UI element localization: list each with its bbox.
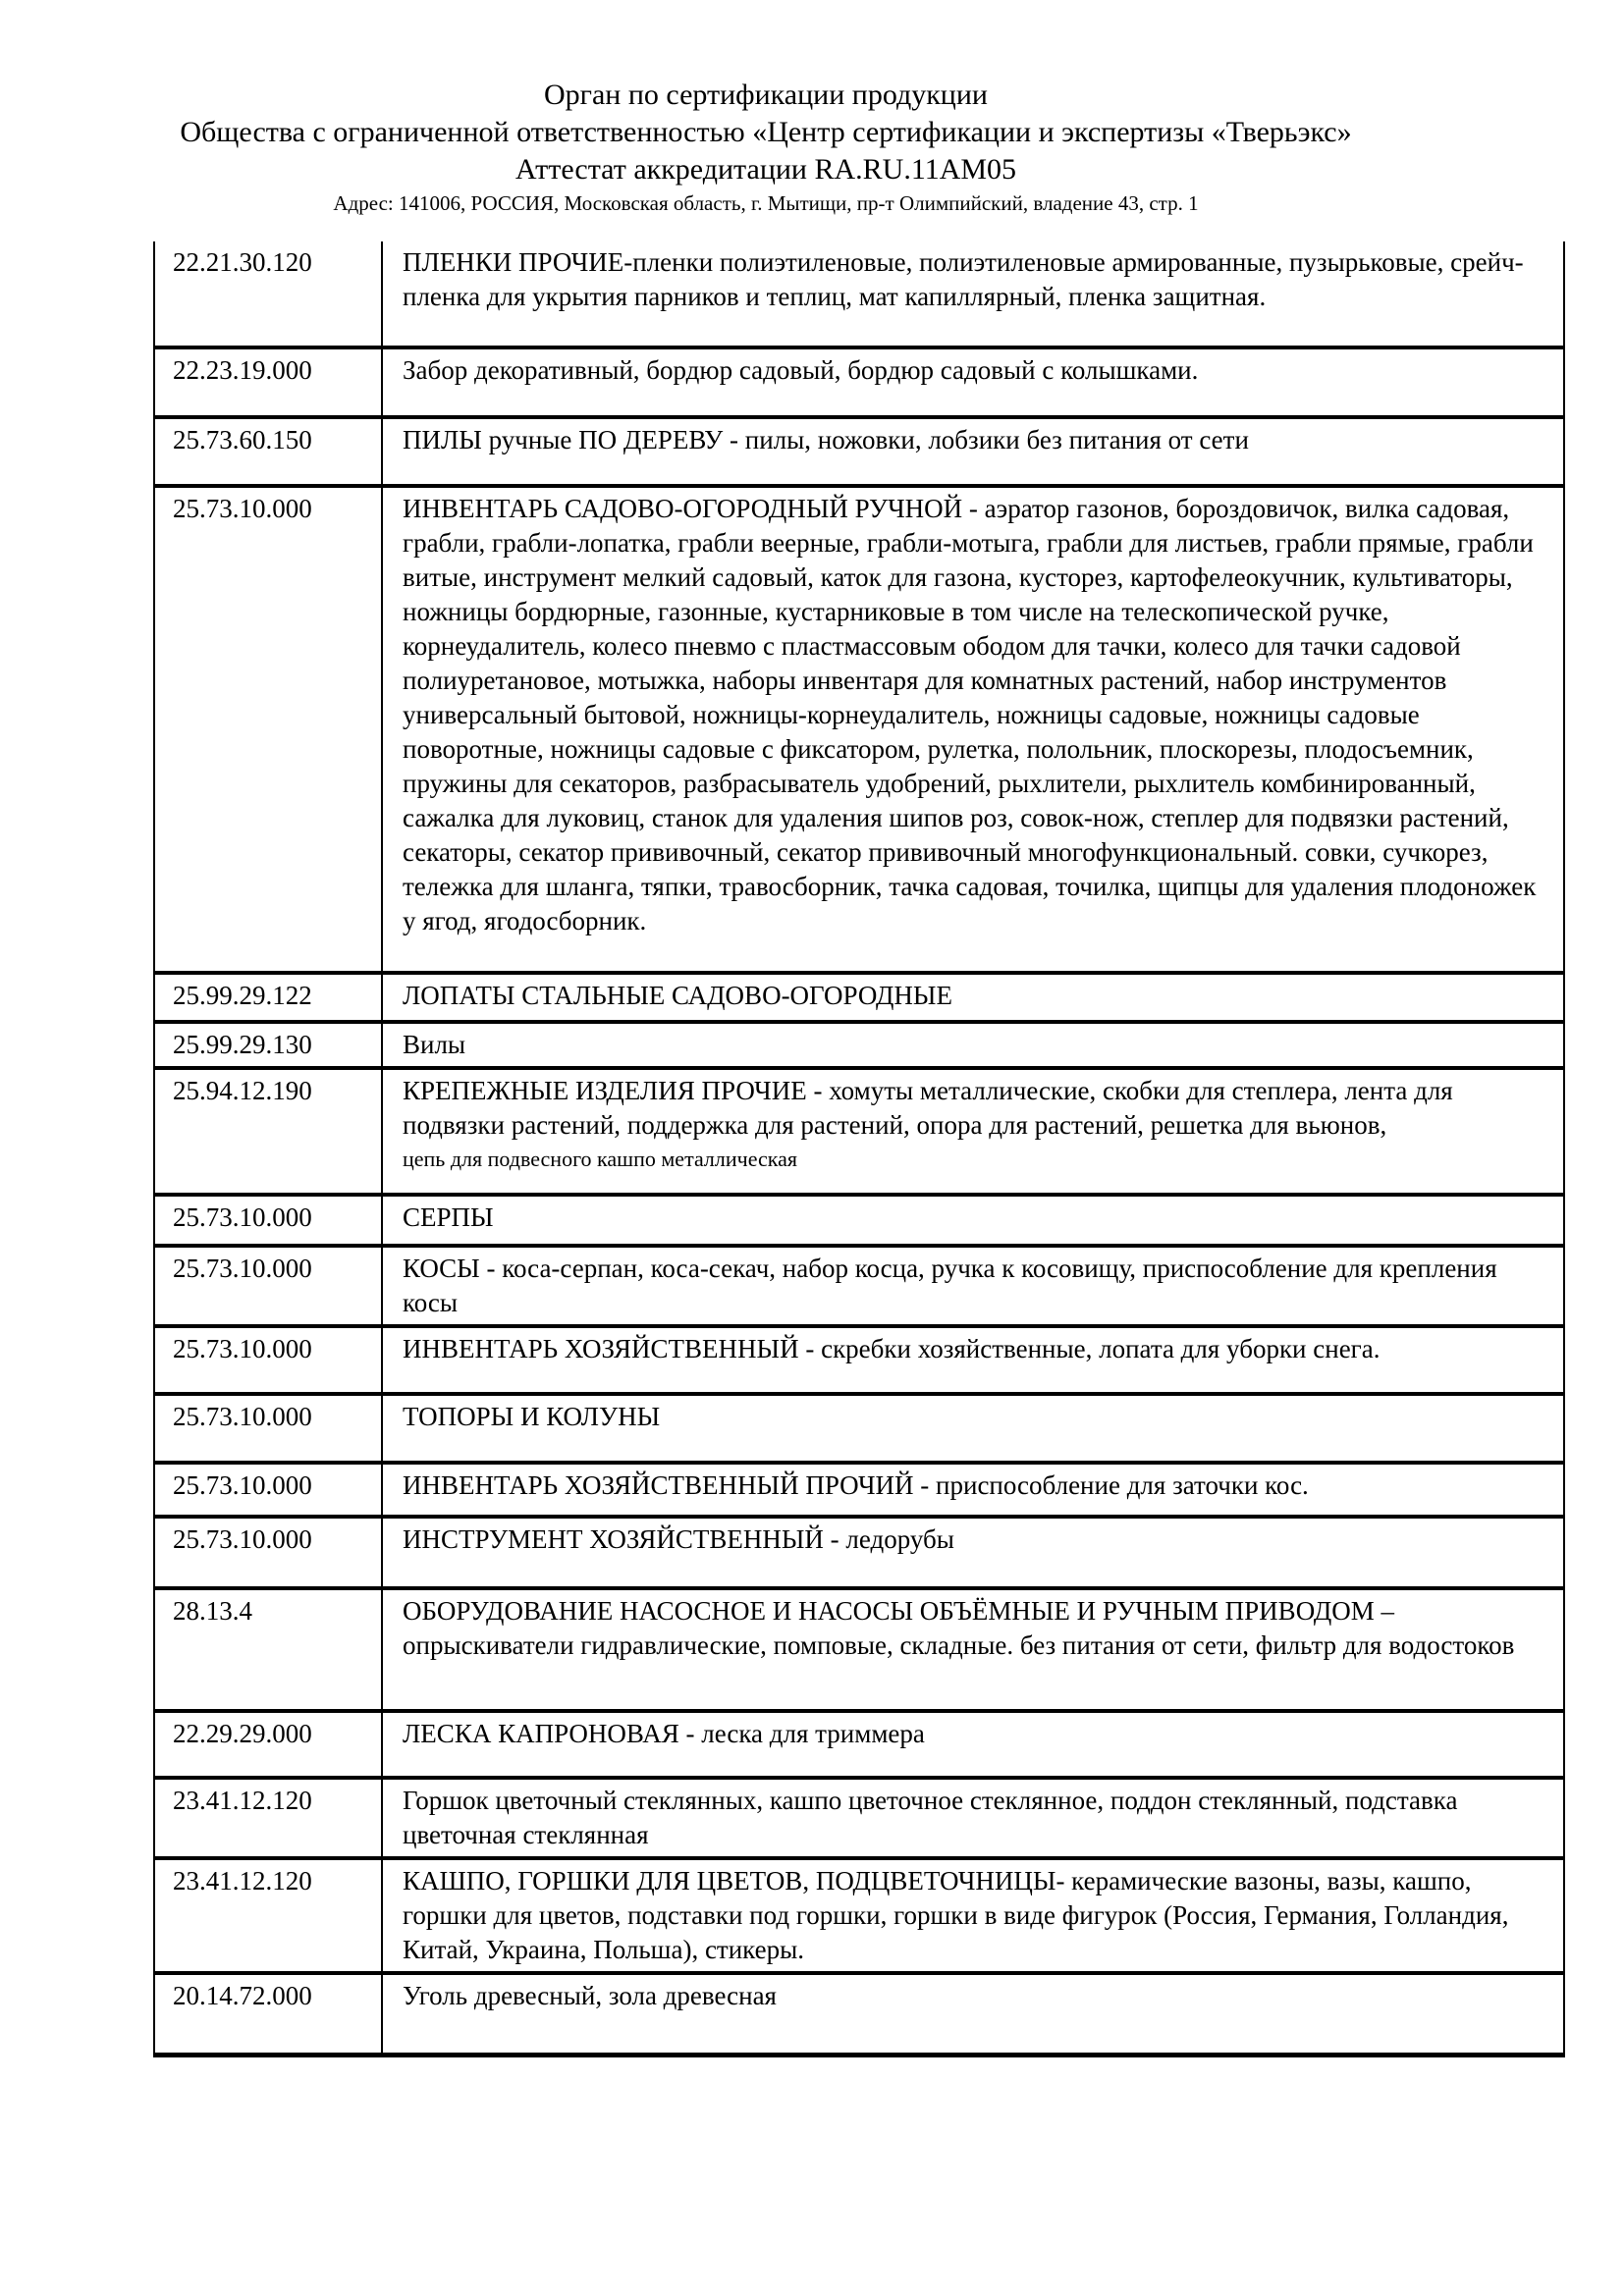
description-cell [382, 241, 1564, 347]
table-row [154, 1195, 1564, 1246]
description-cell [382, 347, 1564, 417]
description-text: Вилы [403, 1030, 466, 1059]
description-text: ТОПОРЫ И КОЛУНЫ [403, 1402, 661, 1431]
header-org-type: Орган по сертификации продукции [544, 79, 988, 111]
table-row [154, 1973, 1564, 2056]
code-cell: 25.73.10.000 [154, 1394, 382, 1463]
code-cell: 25.73.60.150 [154, 417, 382, 486]
description-text: КОСЫ - коса-серпан, коса-секач, набор косца, ручка к косовищу, приспособление для крепления косы [403, 1254, 1497, 1317]
description-cell [382, 1711, 1564, 1778]
code-cell: 23.41.12.120 [154, 1778, 382, 1858]
code-cell: 25.73.10.000 [154, 1463, 382, 1517]
code-cell: 25.94.12.190 [154, 1068, 382, 1195]
description-cell [382, 1022, 1564, 1068]
code-cell: 25.73.10.000 [154, 1326, 382, 1394]
description-text: ИНСТРУМЕНТ ХОЗЯЙСТВЕННЫЙ - ледорубы [403, 1524, 954, 1554]
description-cell [382, 417, 1564, 486]
table-row [154, 1326, 1564, 1394]
description-text: ИНВЕНТАРЬ ХОЗЯЙСТВЕННЫЙ - скребки хозяйственные, лопата для уборки снега. [403, 1334, 1380, 1363]
header-org-name: Общества с ограниченной ответственностью «Центр сертификации и экспертизы «Тверьэкс» [180, 116, 1352, 148]
code-cell: 25.73.10.000 [154, 1517, 382, 1588]
description-cell [382, 1463, 1564, 1517]
code-cell: 28.13.4 [154, 1588, 382, 1711]
description-cell [382, 1778, 1564, 1858]
table-row [154, 1588, 1564, 1711]
description-cell [382, 1588, 1564, 1711]
description-note: цепь для подвесного кашпо металлическая [403, 1147, 798, 1171]
header-accreditation: Аттестат аккредитации RA.RU.11АМ05 [514, 153, 1017, 186]
code-cell: 25.73.10.000 [154, 486, 382, 973]
description-cell [382, 1195, 1564, 1246]
description-text: ИНВЕНТАРЬ ХОЗЯЙСТВЕННЫЙ ПРОЧИЙ - приспособление для заточки кос. [403, 1470, 1309, 1500]
table-row [154, 1463, 1564, 1517]
description-text: ЛОПАТЫ СТАЛЬНЫЕ САДОВО-ОГОРОДНЫЕ [403, 981, 952, 1010]
description-cell [382, 973, 1564, 1022]
document-header [0, 0, 1532, 216]
header-address: Адрес: 141006, РОССИЯ, Московская область, г. Мытищи, пр-т Олимпийский, владение 43, стр. 1 [333, 191, 1199, 215]
table-row [154, 347, 1564, 417]
table-row [154, 1246, 1564, 1326]
table-row [154, 241, 1564, 347]
table-row [154, 1022, 1564, 1068]
description-text: СЕРПЫ [403, 1202, 494, 1232]
table-row [154, 1394, 1564, 1463]
description-cell [382, 1973, 1564, 2056]
code-cell: 25.73.10.000 [154, 1195, 382, 1246]
description-text: Уголь древесный, зола древесная [403, 1981, 777, 2010]
description-text: Горшок цветочный стеклянных, кашпо цветочное стеклянное, поддон стеклянный, подставка цветочная стеклянная [403, 1786, 1458, 1849]
description-text: Забор декоративный, бордюр садовый, бордюр садовый с колышками. [403, 355, 1199, 385]
description-text: КРЕПЕЖНЫЕ ИЗДЕЛИЯ ПРОЧИЕ - хомуты металлические, скобки для степлера, лента для подвязки растений, поддержка для растений, опора для растений, решетка для вьюнов, [403, 1076, 1453, 1140]
description-cell [382, 1858, 1564, 1973]
table-row [154, 1778, 1564, 1858]
description-text: ИНВЕНТАРЬ САДОВО-ОГОРОДНЫЙ РУЧНОЙ - аэратор газонов, бороздовичок, вилка садовая, грабли, грабли-лопатка, грабли веерные, грабли-мотыга, грабли для листьев, грабли прямые, грабли витые, инструмент мелкий садовый, каток для газона, кусторез, картофелеокучник, культиваторы, ножницы бордюрные, газонные, кустарниковые в том числе на телескопической ручке, корнеудалитель, колесо пневмо с пластмассовым ободом для тачки, колесо для тачки садовой полиуретановое, мотыжка, наборы инвентаря для комнатных растений, набор инструментов универсальный бытовой, ножницы-корнеудалитель, ножницы садовые, ножницы садовые поворотные, ножницы садовые с фиксатором, рулетка, полольник, плоскорезы, плодосъемник, пружины для секаторов, разбрасыватель удобрений, рыхлители, рыхлитель комбинированный, сажалка для луковиц, станок для удаления шипов роз, совок-нож, степлер для подвязки растений, секаторы, секатор прививочный, секатор прививочный многофункциональный. совки, сучкорез, тележка для шланга, тяпки, травосборник, тачка садовая, точилка, щипцы для удаления плодоножек у ягод, ягодосборник. [403, 494, 1537, 935]
description-cell [382, 1068, 1564, 1195]
table-row [154, 1711, 1564, 1778]
table-body [154, 241, 1564, 2056]
table-row [154, 417, 1564, 486]
description-text: ПИЛЫ ручные ПО ДЕРЕВУ - пилы, ножовки, лобзики без питания от сети [403, 425, 1249, 454]
code-cell: 25.73.10.000 [154, 1246, 382, 1326]
table-row [154, 1517, 1564, 1588]
table-row [154, 973, 1564, 1022]
code-cell: 25.99.29.130 [154, 1022, 382, 1068]
code-cell: 20.14.72.000 [154, 1973, 382, 2056]
description-cell [382, 1517, 1564, 1588]
table-row [154, 486, 1564, 973]
description-text: КАШПО, ГОРШКИ ДЛЯ ЦВЕТОВ, ПОДЦВЕТОЧНИЦЫ- керамические вазоны, вазы, кашпо, горшки для цветов, подставки под горшки, горшки в виде фигурок (Россия, Германия, Голландия, Китай, Украина, Польша), стикеры. [403, 1866, 1509, 1964]
table-row [154, 1858, 1564, 1973]
description-text: ЛЕСКА КАПРОНОВАЯ - леска для триммера [403, 1719, 925, 1748]
description-text: ОБОРУДОВАНИЕ НАСОСНОЕ И НАСОСЫ ОБЪЁМНЫЕ И РУЧНЫМ ПРИВОДОМ – опрыскиватели гидравлические, помповые, складные. без питания от сети, фильтр для водостоков [403, 1596, 1515, 1660]
description-cell [382, 486, 1564, 973]
description-text: ПЛЕНКИ ПРОЧИЕ-пленки полиэтиленовые, полиэтиленовые армированные, пузырьковые, срейч-пленка для укрытия парников и теплиц, мат капиллярный, пленка защитная. [403, 247, 1524, 311]
description-cell [382, 1326, 1564, 1394]
code-cell: 22.21.30.120 [154, 241, 382, 347]
code-cell: 25.99.29.122 [154, 973, 382, 1022]
code-cell: 22.29.29.000 [154, 1711, 382, 1778]
code-cell: 22.23.19.000 [154, 347, 382, 417]
description-cell [382, 1394, 1564, 1463]
product-codes-table [153, 241, 1565, 2057]
code-cell: 23.41.12.120 [154, 1858, 382, 1973]
table-row [154, 1068, 1564, 1195]
description-cell [382, 1246, 1564, 1326]
